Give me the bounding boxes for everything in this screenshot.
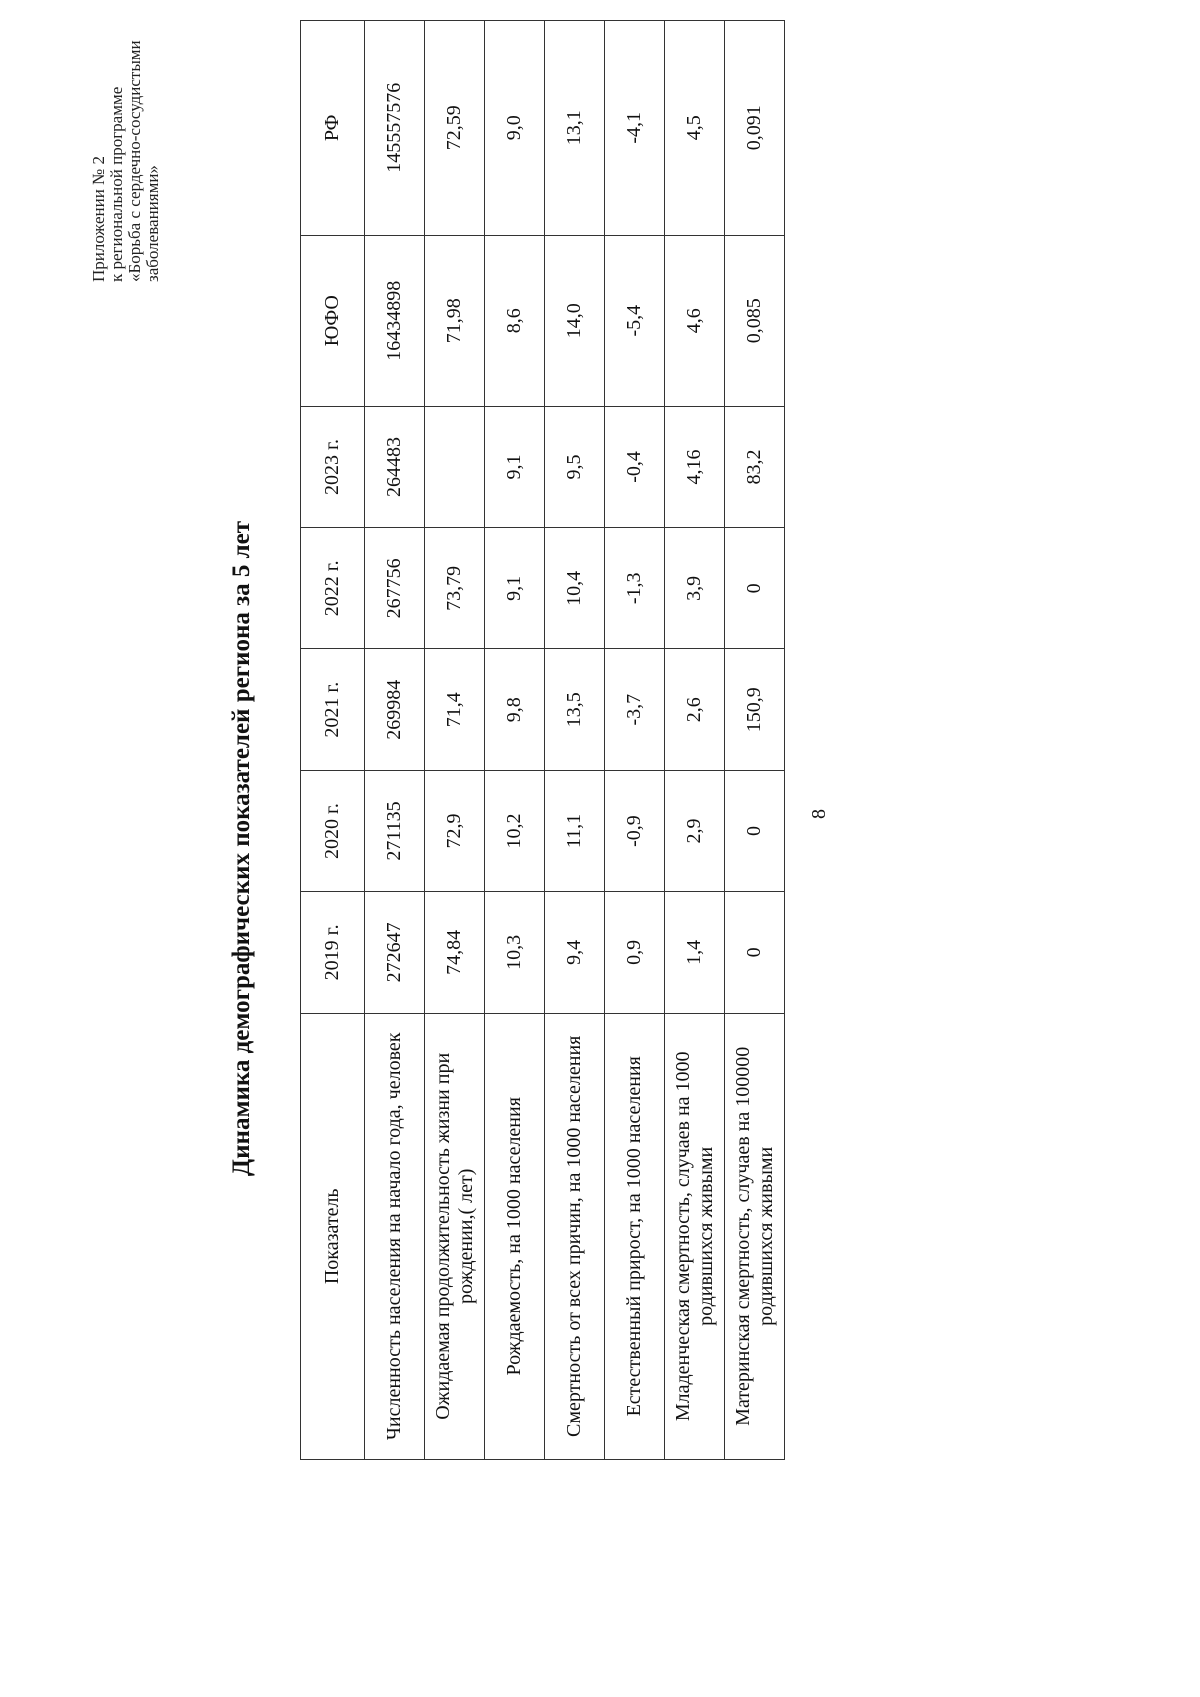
appendix-line: к региональной программе (107, 86, 126, 282)
indicator-cell: Смертность от всех причин, на 1000 населения (545, 1013, 605, 1459)
table-cell: 71,4 (425, 649, 485, 770)
table-row (365, 21, 425, 1460)
table-row (425, 21, 485, 1460)
indicator-cell: Материнская смертность, случаев на 100000 родившихся живыми (725, 1013, 785, 1459)
table-cell: 4,6 (665, 235, 725, 406)
column-header: ЮФО (301, 235, 365, 406)
demographics-table (300, 20, 785, 1460)
indicator-cell: Естественный прирост, на 1000 населения (605, 1013, 665, 1459)
table-cell: 10,2 (485, 770, 545, 891)
table-cell: 4,5 (665, 21, 725, 236)
table-row (725, 21, 785, 1460)
table-cell: 71,98 (425, 235, 485, 406)
indicator-cell: Младенческая смертность, случаев на 1000 родившихся живыми (665, 1013, 725, 1459)
table-cell: 4,16 (665, 406, 725, 527)
table-cell: 272647 (365, 892, 425, 1013)
column-header: 2023 г. (301, 406, 365, 527)
appendix-line: заболеваниями» (143, 165, 162, 282)
page-number: 8 (808, 809, 830, 819)
table-cell: 83,2 (725, 406, 785, 527)
table-cell: 9,5 (545, 406, 605, 527)
table-cell: 16434898 (365, 235, 425, 406)
table-cell: 150,9 (725, 649, 785, 770)
column-header: 2022 г. (301, 528, 365, 649)
table-cell: 0 (725, 528, 785, 649)
table-cell: 267756 (365, 528, 425, 649)
table-cell: 0,9 (605, 892, 665, 1013)
table-cell: 13,5 (545, 649, 605, 770)
table-cell: 1,4 (665, 892, 725, 1013)
column-header: 2019 г. (301, 892, 365, 1013)
table-cell: -0,4 (605, 406, 665, 527)
table-cell: -4,1 (605, 21, 665, 236)
table-cell: 72,9 (425, 770, 485, 891)
table-cell: 0 (725, 892, 785, 1013)
column-header: РФ (301, 21, 365, 236)
table-cell: 271135 (365, 770, 425, 891)
table-cell (425, 406, 485, 527)
table-cell: -5,4 (605, 235, 665, 406)
table-cell: 74,84 (425, 892, 485, 1013)
table-cell: 145557576 (365, 21, 425, 236)
table-cell: 2,6 (665, 649, 725, 770)
table-header-row (301, 21, 365, 1460)
table-row (605, 21, 665, 1460)
indicator-cell: Численность населения на начало года, человек (365, 1013, 425, 1459)
table-cell: 9,1 (485, 528, 545, 649)
table-cell: -1,3 (605, 528, 665, 649)
table-cell: 8,6 (485, 235, 545, 406)
table-cell: 3,9 (665, 528, 725, 649)
column-header: 2020 г. (301, 770, 365, 891)
table-cell: -3,7 (605, 649, 665, 770)
appendix-note (90, 0, 162, 282)
table-cell: 0 (725, 770, 785, 891)
table-cell: 2,9 (665, 770, 725, 891)
appendix-line: «Борьба с сердечно-сосудистыми (125, 40, 144, 282)
table-row (665, 21, 725, 1460)
table-cell: 10,3 (485, 892, 545, 1013)
table-row (545, 21, 605, 1460)
table-cell: 10,4 (545, 528, 605, 649)
table-cell: 14,0 (545, 235, 605, 406)
indicator-cell: Рождаемость, на 1000 населения (485, 1013, 545, 1459)
table-row (485, 21, 545, 1460)
table-cell: 11,1 (545, 770, 605, 891)
table-cell: 9,0 (485, 21, 545, 236)
column-header: 2021 г. (301, 649, 365, 770)
document-title: Динамика демографических показателей региона за 5 лет (228, 520, 255, 1177)
table-cell: 264483 (365, 406, 425, 527)
indicator-cell: Ожидаемая продолжительность жизни при рождении,( лет) (425, 1013, 485, 1459)
table-cell: 9,1 (485, 406, 545, 527)
table-cell: 0,085 (725, 235, 785, 406)
table-cell: 0,091 (725, 21, 785, 236)
table-cell: 9,8 (485, 649, 545, 770)
table-cell: 9,4 (545, 892, 605, 1013)
table-cell: 13,1 (545, 21, 605, 236)
column-header: Показатель (301, 1013, 365, 1459)
table-cell: -0,9 (605, 770, 665, 891)
table-cell: 269984 (365, 649, 425, 770)
table-cell: 73,79 (425, 528, 485, 649)
table-cell: 72,59 (425, 21, 485, 236)
appendix-line: Приложении № 2 (89, 155, 108, 282)
